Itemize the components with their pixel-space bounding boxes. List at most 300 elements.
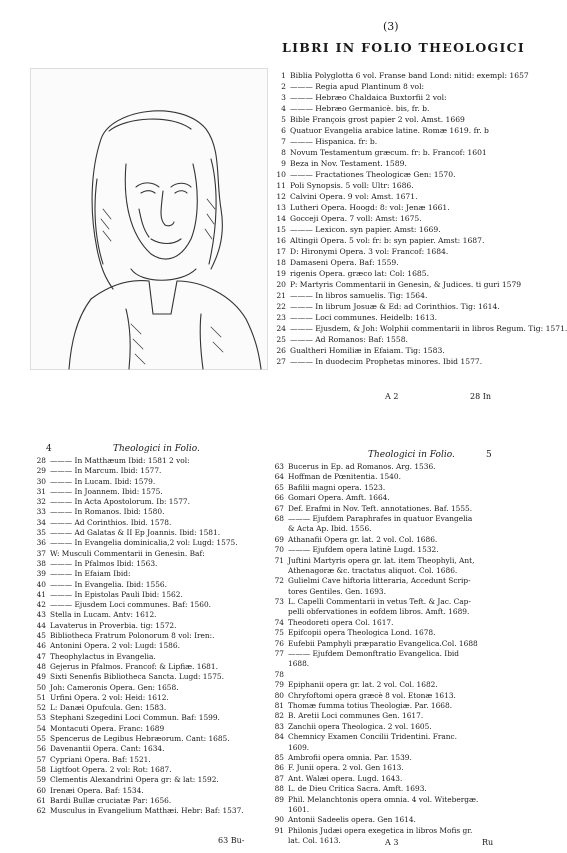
entry-text: D: Hironymi Opera. 3 vol: Francof: 1684. xyxy=(290,247,449,256)
entry-number: 14 xyxy=(276,214,286,223)
entry-number: 16 xyxy=(276,236,286,245)
entry-text: ——— Ejusdem Loci communes. Baf: 1560. xyxy=(50,600,211,610)
entry-number: 30 xyxy=(36,476,46,486)
entry-text: Antonini Opera. 2 vol: Lugd: 1586. xyxy=(50,641,180,651)
catalogue-entry xyxy=(266,701,521,711)
entry-number: 44 xyxy=(36,620,46,630)
catalogue-entry xyxy=(266,462,521,472)
entry-text: ——— Hispanica. fr: b. xyxy=(290,137,378,146)
catalogue-entry xyxy=(28,600,260,610)
entry-text: Antonii Sadeelis opera. Gen 1614. xyxy=(288,815,416,825)
entry-text: Novum Testamentum græcum. fr: b. Francof: 1601 xyxy=(290,148,487,157)
catalogue-entry xyxy=(266,680,521,690)
entry-text: Urfini Opera. 2 vol: Heid: 1612. xyxy=(50,692,169,702)
entry-text: ——— In duodecim Prophetas minores. Ibid 1577. xyxy=(290,357,483,366)
entry-text: Calvini Opera. 9 vol: Amst. 1671. xyxy=(290,192,418,201)
catalogue-entry xyxy=(266,763,521,773)
entry-text: ——— In Joannem. Ibid: 1575. xyxy=(50,486,163,496)
entry-text: Quatuor Evangelia arabice latine. Romæ 1619. fr. b xyxy=(290,126,489,135)
entry-text: Ant. Walæi opera. Lugd. 1643. xyxy=(288,773,403,783)
catalogue-entry xyxy=(268,257,518,268)
entry-number: 39 xyxy=(36,569,46,579)
entry-text: ——— In Epistolas Pauli Ibid: 1562. xyxy=(50,589,183,599)
entry-text: ——— In Evangelia. Ibid: 1556. xyxy=(50,579,167,589)
catalogue-entry xyxy=(266,504,521,514)
entry-number: 8 xyxy=(281,148,286,157)
catalogue-entry xyxy=(28,683,260,693)
entry-number: 37 xyxy=(36,548,46,558)
entry-text: Chemnicy Examen Concilii Tridentini. Franc. xyxy=(288,732,458,742)
entry-number: 5 xyxy=(281,115,286,124)
catalogue-entry xyxy=(28,652,260,662)
entry-number: 31 xyxy=(36,486,46,496)
catalogue-entry xyxy=(266,774,521,784)
entry-number: 41 xyxy=(36,589,46,599)
entry-text: Chryfoftomi opera græcè 8 vol. Etonæ 1613. xyxy=(288,690,456,700)
entry-text: tores Gentiles. Gen. 1693. xyxy=(288,586,386,596)
catalogue-entry xyxy=(268,191,518,202)
page-number: 5 xyxy=(486,450,492,460)
entry-text: F. Junii opera. 2 vol. Gen 1613. xyxy=(288,763,404,773)
entry-number: 23 xyxy=(276,313,286,322)
entry-text: ——— Ad Corinthios. Ibid. 1578. xyxy=(50,517,172,527)
catalogue-entry xyxy=(28,786,260,796)
entry-text: Epiphanii opera gr. lat. 2 vol. Col. 1682. xyxy=(288,680,438,690)
entry-number: 29 xyxy=(36,466,46,476)
entry-number: 24 xyxy=(276,324,286,333)
entry-number: 4 xyxy=(281,104,286,113)
catalogue-entry xyxy=(268,246,518,257)
entry-text: Sixti Senenfis Bibliotheca Sancta. Lugd: 1575. xyxy=(50,672,224,682)
entry-text: ——— Ejufdem Demonftratio Evangelica. Ibid xyxy=(288,649,460,659)
catalogue-entry xyxy=(28,580,260,590)
entry-text: Gejerus in Pfalmos. Francof: & Lipfiæ. 1681. xyxy=(50,661,218,671)
catalogue-entry xyxy=(266,753,521,763)
entry-number: 57 xyxy=(36,754,46,764)
entry-text: ——— In Efaiam Ibid: xyxy=(50,569,131,579)
catchword: 28 In xyxy=(470,392,492,401)
entry-text: Lutheri Opera. Hoogd: 8: vol: Jenæ 1661. xyxy=(290,203,450,212)
entry-text: Def. Erafmi in Nov. Teft. annotationes. Baf. 1555. xyxy=(288,503,473,513)
entry-text: Gulielmi Cave hiftoria litteraria, Accedunt Scrip- xyxy=(288,576,471,586)
catalogue-entry xyxy=(266,743,521,753)
entry-number: 84 xyxy=(274,732,284,742)
catalogue-entry xyxy=(28,518,260,528)
entry-text: ——— Ejufdem Paraphrafes in quatuor Evangelia xyxy=(288,513,473,523)
entry-number: 56 xyxy=(36,744,46,754)
entry-text: ——— Ad Romanos: Baf: 1558. xyxy=(290,335,408,344)
entry-number: 78 xyxy=(274,669,284,679)
entry-text: lat. Col. 1613. xyxy=(288,836,341,846)
entry-text: ——— In Pfalmos Ibid: 1563. xyxy=(50,558,158,568)
catalogue-entry xyxy=(28,477,260,487)
catalogue-entry xyxy=(28,775,260,785)
entry-text: 1601. xyxy=(288,804,310,814)
catalogue-entry xyxy=(268,268,518,279)
entry-number xyxy=(266,659,288,669)
entry-number: 75 xyxy=(274,628,284,638)
entry-text: Phil. Melanchtonis opera omnia. 4 vol. Witebergæ. xyxy=(288,794,479,804)
catalogue-entry xyxy=(268,136,518,147)
entry-number: 55 xyxy=(36,734,46,744)
entry-text: 1688. xyxy=(288,659,310,669)
entry-number: 45 xyxy=(36,631,46,641)
catalogue-entry xyxy=(268,213,518,224)
entry-text: ——— In Acta Apostolorum. Ib: 1577. xyxy=(50,497,190,507)
entry-number xyxy=(266,743,288,753)
entry-number: 10 xyxy=(276,170,286,179)
catalogue-entry xyxy=(266,483,521,493)
entry-number: 3 xyxy=(281,93,286,102)
entry-text: Spencerus de Legibus Hebræorum. Cant: 1685. xyxy=(50,734,230,744)
entry-number: 62 xyxy=(36,806,46,816)
catalogue-entry xyxy=(266,618,521,628)
catalogue-entry xyxy=(28,713,260,723)
entry-number: 46 xyxy=(36,641,46,651)
catchword: 63 Bu- xyxy=(218,836,245,845)
entry-number: 36 xyxy=(36,538,46,548)
catalogue-entry xyxy=(266,732,521,742)
entry-number: 15 xyxy=(276,225,286,234)
entry-text: Gomari Opera. Amft. 1664. xyxy=(288,493,390,503)
catalogue-entry xyxy=(28,724,260,734)
entry-number: 48 xyxy=(36,661,46,671)
entry-number: 20 xyxy=(276,280,286,289)
entry-text: L. Capelli Commentarii in vetus Teft. & Jac. Cap- xyxy=(288,597,471,607)
catalogue-entry xyxy=(28,610,260,620)
catalogue-entry xyxy=(268,125,518,136)
entry-text: Bafilii magni opera. 1523. xyxy=(288,482,386,492)
entry-text: ——— In Lucam. Ibid: 1579. xyxy=(50,476,156,486)
entry-text: ——— Regia apud Plantinum 8 vol: xyxy=(290,82,425,91)
catalogue-entry xyxy=(266,815,521,825)
entry-number: 2 xyxy=(281,82,286,91)
catalogue-entry xyxy=(28,487,260,497)
entry-text: ——— Ad Galatas & II Ep Joannis. Ibid: 1581. xyxy=(50,528,221,538)
catalogue-entry xyxy=(266,597,521,607)
catalogue-entry xyxy=(268,81,518,92)
entry-number: 80 xyxy=(274,690,284,700)
entry-number: 34 xyxy=(36,517,46,527)
entry-text: Bible François grost papier 2 vol. Amst. 1669 xyxy=(290,115,465,124)
entry-number: 88 xyxy=(274,784,284,794)
catalogue-entry xyxy=(28,662,260,672)
catalogue-entry xyxy=(268,114,518,125)
entry-text: W: Musculi Commentarii in Genesin. Baf: xyxy=(50,548,205,558)
entry-text: ——— Ejusdem, & Joh: Wolphii commentarii in libros Regum. Tig: 1571. xyxy=(290,324,567,333)
catalogue-entry xyxy=(266,711,521,721)
catalogue-entry xyxy=(28,621,260,631)
catalogue-entry xyxy=(28,693,260,703)
entry-text: Joh: Cameronis Opera. Gen: 1658. xyxy=(50,682,179,692)
entry-text xyxy=(288,670,521,680)
catalogue-entry xyxy=(266,576,521,586)
entry-number: 89 xyxy=(274,794,284,804)
entry-number: 38 xyxy=(36,558,46,568)
catalogue-entry xyxy=(266,493,521,503)
entry-text: rigenis Opera. græco lat: Col: 1685. xyxy=(290,269,429,278)
catalogue-entry xyxy=(28,672,260,682)
entry-text: Stella in Lucam. Antv: 1612. xyxy=(50,610,157,620)
catalogue-entry xyxy=(266,587,521,597)
entry-number: 54 xyxy=(36,723,46,733)
entry-text: Cypriani Opera. Baf: 1521. xyxy=(50,754,151,764)
catalogue-entry xyxy=(266,805,521,815)
entry-number: 76 xyxy=(274,638,284,648)
entry-number: 83 xyxy=(274,721,284,731)
author-portrait xyxy=(30,68,268,370)
entry-number: 6 xyxy=(281,126,286,135)
entry-number: 47 xyxy=(36,651,46,661)
entry-number: 85 xyxy=(274,752,284,762)
entry-number: 90 xyxy=(274,815,284,825)
catalogue-entry xyxy=(266,670,521,680)
catalogue-entry xyxy=(268,180,518,191)
catalogue-entry xyxy=(28,703,260,713)
page-marker: (3) xyxy=(383,20,399,33)
entry-number: 60 xyxy=(36,785,46,795)
entry-text: Irenæi Opera. Baf: 1534. xyxy=(50,785,144,795)
entry-number: 67 xyxy=(274,503,284,513)
catalogue-entry xyxy=(28,806,260,816)
entry-text: Theophylactus in Evangelia. xyxy=(50,651,156,661)
entry-number: 21 xyxy=(276,291,286,300)
entry-number: 53 xyxy=(36,713,46,723)
catalogue-entry xyxy=(28,796,260,806)
entry-number: 9 xyxy=(281,159,286,168)
entry-text: ——— Loci communes. Heidelb: 1613. xyxy=(290,313,438,322)
catalogue-entry xyxy=(28,466,260,476)
entry-text: ——— In Marcum. Ibid: 1577. xyxy=(50,466,162,476)
catalogue-entry xyxy=(28,765,260,775)
entry-text: Zanchii opera Theologica. 2 vol. 1605. xyxy=(288,721,432,731)
catalogue-entry xyxy=(268,334,518,345)
catalogue-entry xyxy=(266,691,521,701)
entry-text: Musculus in Evangelium Matthæi. Hebr: Baf: 1537. xyxy=(50,806,244,816)
entry-number: 22 xyxy=(276,302,286,311)
catalogue-entry xyxy=(266,472,521,482)
entry-list-top-right xyxy=(268,70,567,367)
entry-number xyxy=(266,607,288,617)
entry-text: ——— Hebræo Germanicè. bis, fr. b. xyxy=(290,104,430,113)
catalogue-entry xyxy=(266,545,521,555)
catalogue-entry xyxy=(28,631,260,641)
entry-number: 81 xyxy=(274,700,284,710)
entry-number: 52 xyxy=(36,703,46,713)
entry-number: 65 xyxy=(274,482,284,492)
entry-number: 91 xyxy=(274,825,284,835)
catalogue-entry xyxy=(266,639,521,649)
entry-number: 82 xyxy=(274,711,284,721)
entry-text: B. Aretii Loci communes Gen. 1617. xyxy=(288,711,424,721)
catalogue-entry xyxy=(266,607,521,617)
catalogue-entry xyxy=(268,345,518,356)
entry-number: 12 xyxy=(276,192,286,201)
entry-number: 68 xyxy=(274,513,284,523)
entry-text: Athanafii Opera gr. lat. 2 vol. Col. 1686. xyxy=(288,534,438,544)
catalogue-entry xyxy=(266,535,521,545)
entry-text: ——— In libros samuelis. Tig: 1564. xyxy=(290,291,428,300)
entry-number: 87 xyxy=(274,773,284,783)
entry-number: 28 xyxy=(36,456,46,465)
entry-text: ——— In Evangelia dominicalia,2 vol: Lugd: 1575. xyxy=(50,538,238,548)
entry-number: 51 xyxy=(36,692,46,702)
catalogue-entry xyxy=(28,456,260,466)
catalogue-entry xyxy=(266,795,521,805)
entry-text: Hoffman de Pœnitentia. 1540. xyxy=(288,472,401,482)
entry-text: Ligtfoot Opera. 2 vol: Rot: 1687. xyxy=(50,764,172,774)
catalogue-entry xyxy=(266,649,521,659)
catalogue-entry xyxy=(28,528,260,538)
entry-number: 40 xyxy=(36,579,46,589)
entry-number: 77 xyxy=(274,649,284,659)
catalogue-entry xyxy=(268,158,518,169)
entry-text: ——— In Romanos. Ibid: 1580. xyxy=(50,507,165,517)
entry-text: Bardi Bullæ cruciatæ Par: 1656. xyxy=(50,795,172,805)
catchword: Ru xyxy=(482,838,494,847)
catalogue-entry xyxy=(268,356,518,367)
entry-text: Montacuti Opera. Franc: 1689 xyxy=(50,723,165,733)
entry-text: ——— Fractationes Theologicæ Gen: 1570. xyxy=(290,170,456,179)
catalogue-entry xyxy=(28,538,260,548)
catalogue-entry xyxy=(266,628,521,638)
entry-number xyxy=(266,836,288,846)
catalogue-entry xyxy=(266,566,521,576)
catalogue-entry xyxy=(268,147,518,158)
entry-number: 70 xyxy=(274,545,284,555)
catalogue-entry xyxy=(268,92,518,103)
entry-number: 59 xyxy=(36,775,46,785)
catalogue-entry xyxy=(28,641,260,651)
catalogue-entry xyxy=(28,507,260,517)
entry-number xyxy=(266,805,288,815)
catalogue-entry xyxy=(268,103,518,114)
entry-text: ——— Lexicon. syn papier. Amst: 1669. xyxy=(290,225,441,234)
entry-number: 69 xyxy=(274,534,284,544)
entry-number: 71 xyxy=(274,555,284,565)
entry-text: pelli obfervationes in eofdem libros. Amft. 1689. xyxy=(288,607,470,617)
entry-number: 79 xyxy=(274,680,284,690)
running-head: Theologici in Folio. xyxy=(368,450,455,460)
entry-text: Bibliotheca Fratrum Polonorum 8 vol: Iren:. xyxy=(50,631,215,641)
catalogue-entry xyxy=(28,497,260,507)
entry-text: Lavaterus in Proverbia. tig: 1572. xyxy=(50,620,177,630)
entry-number: 17 xyxy=(276,247,286,256)
entry-number: 72 xyxy=(274,576,284,586)
entry-text: Biblia Polyglotta 6 vol. Franse band Lond: nitid: exempl: 1657 xyxy=(290,71,529,80)
entry-text: Philonis Judæi opera exegetica in libros Mofis gr. xyxy=(288,825,473,835)
catalogue-entry xyxy=(268,202,518,213)
entry-text: Damaseni Opera. Baf: 1559. xyxy=(290,258,399,267)
entry-number xyxy=(266,566,288,576)
signature-mark: A 3 xyxy=(385,838,399,847)
entry-number xyxy=(266,587,288,597)
catalogue-entry xyxy=(268,279,522,290)
running-head: Theologici in Folio. xyxy=(113,444,200,454)
catalogue-entry xyxy=(268,323,567,334)
catalogue-entry xyxy=(268,224,518,235)
entry-text: Gocceji Opera. 7 voll: Amst: 1675. xyxy=(290,214,422,223)
entry-text: Poli Synopsis. 5 voll: Ultr: 1686. xyxy=(290,181,414,190)
entry-number: 61 xyxy=(36,795,46,805)
entry-text: Theodoreti opera Col. 1617. xyxy=(288,617,394,627)
entry-number xyxy=(266,524,288,534)
catalogue-entry xyxy=(266,826,521,836)
catalogue-entry xyxy=(28,549,260,559)
entry-number: 66 xyxy=(274,493,284,503)
entry-number: 49 xyxy=(36,672,46,682)
entry-number: 58 xyxy=(36,764,46,774)
entry-text: ——— In librum Josuæ & Ed: ad Corinthios. Tig: 1614. xyxy=(290,302,500,311)
entry-number: 33 xyxy=(36,507,46,517)
entry-list-bottom-left xyxy=(28,456,260,816)
entry-number: 43 xyxy=(36,610,46,620)
entry-number: 26 xyxy=(276,346,286,355)
catalogue-entry xyxy=(28,590,260,600)
entry-text: 1609. xyxy=(288,742,310,752)
signature-mark: A 2 xyxy=(385,392,399,401)
catalogue-entry xyxy=(28,569,260,579)
catalogue-entry xyxy=(268,169,518,180)
entry-number: 19 xyxy=(276,269,286,278)
entry-text: Gualtheri Homiliæ in Efaiam. Tig: 1583. xyxy=(290,346,445,355)
catalogue-heading: LIBRI IN FOLIO THEOLOGICI xyxy=(282,40,526,55)
entry-list-bottom-right xyxy=(266,462,521,846)
catalogue-entry xyxy=(268,312,518,323)
catalogue-entry xyxy=(268,70,529,81)
entry-number: 25 xyxy=(276,335,286,344)
entry-number: 32 xyxy=(36,497,46,507)
catalogue-entry xyxy=(268,290,518,301)
entry-number: 1 xyxy=(281,71,286,80)
entry-text: & Acta Ap. Ibid. 1556. xyxy=(288,524,372,534)
catalogue-entry xyxy=(266,722,521,732)
entry-number: 11 xyxy=(276,181,286,190)
catalogue-entry xyxy=(268,301,518,312)
entry-text: Athenagoræ &c. tractatus aliquot. Col. 1686. xyxy=(288,565,458,575)
entry-number: 86 xyxy=(274,763,284,773)
catalogue-entry xyxy=(266,524,521,534)
entry-text: ——— Ejufdem opera latinè Lugd. 1532. xyxy=(288,545,439,555)
catalogue-entry xyxy=(266,556,521,566)
entry-number: 27 xyxy=(276,357,286,366)
entry-text: Eufebii Pamphyli præparatio Evangelica.Col. 1688 xyxy=(288,638,478,648)
entry-text: L: Danæi Opufcula. Gen: 1583. xyxy=(50,703,167,713)
catalogue-entry xyxy=(266,659,521,669)
entry-text: Ambrofii opera omnia. Par. 1539. xyxy=(288,752,412,762)
catalogue-entry xyxy=(268,235,518,246)
entry-number: 73 xyxy=(274,597,284,607)
catalogue-entry xyxy=(266,784,521,794)
catalogue-entry xyxy=(266,514,521,524)
entry-text: Thomæ fumma totius Theologiæ. Par. 1668. xyxy=(288,700,453,710)
entry-number: 50 xyxy=(36,682,46,692)
entry-text: P: Martyris Commentarii in Genesin, & Judices. ti guri 1579 xyxy=(290,280,522,289)
entry-number: 63 xyxy=(274,462,284,471)
entry-text: Clementis Alexandrini Opera gr: & lat: 1592. xyxy=(50,775,219,785)
entry-text: Bucerus in Ep. ad Romanos. Arg. 1536. xyxy=(288,462,436,471)
entry-number: 64 xyxy=(274,472,284,482)
catalogue-entry xyxy=(28,734,260,744)
entry-text: Stephani Szegedini Loci Commun. Baf: 1599. xyxy=(50,713,220,723)
entry-text: ——— Hebræo Chaldaica Buxtorfii 2 vol: xyxy=(290,93,447,102)
entry-number: 18 xyxy=(276,258,286,267)
catalogue-entry xyxy=(28,755,260,765)
entry-text: L. de Dieu Critica Sacra. Amft. 1693. xyxy=(288,784,427,794)
entry-text: Davenantii Opera. Cant: 1634. xyxy=(50,744,165,754)
entry-text: ——— In Matthæum Ibid: 1581 2 vol: xyxy=(50,456,190,465)
entry-text: Juftini Martyris opera gr. lat. item Theophyli, Ant, xyxy=(288,555,475,565)
